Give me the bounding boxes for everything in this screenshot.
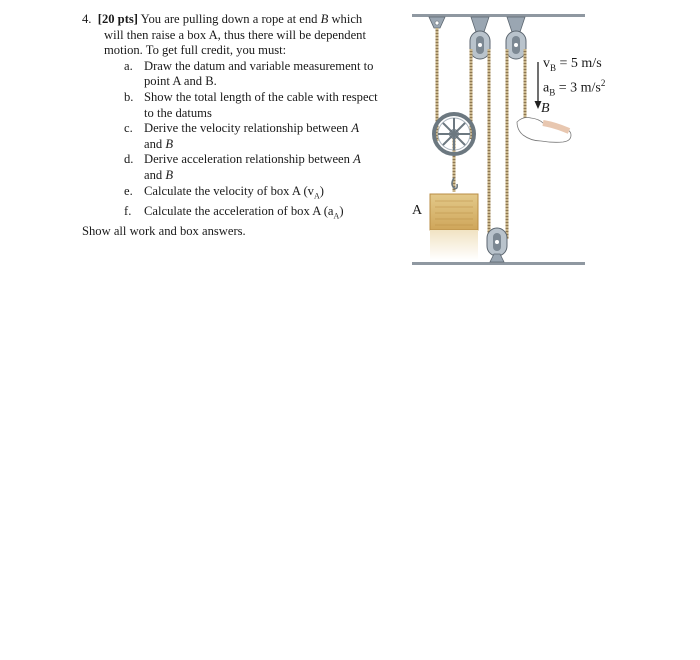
floor-pulley [487, 228, 507, 262]
item-c-and: and [144, 136, 163, 151]
hand-icon [517, 118, 571, 143]
intro-text-pre: You are pulling down a rope at end [140, 12, 318, 26]
box-A-shadow [430, 230, 478, 260]
item-c-label: c. [124, 121, 133, 136]
item-d-and: and [144, 167, 163, 182]
item-f-line-1 [144, 204, 402, 224]
problem-statement [82, 12, 402, 239]
item-a-line-1: Draw the datum and variable measurement to [144, 58, 374, 73]
acceleration-B-sub: B [549, 87, 556, 98]
item-d-line-2 [144, 168, 402, 184]
item-c-var-B: B [165, 136, 174, 151]
label-B [541, 101, 550, 117]
acceleration-B-sup: 2 [600, 78, 606, 88]
item-c-var-A: A [351, 121, 360, 136]
item-a-label: a. [124, 58, 133, 73]
problem-points: [20 pts] [97, 12, 138, 26]
item-d-var-A: A [353, 152, 361, 167]
pulley-system-diagram [405, 6, 640, 274]
item-d-label: d. [124, 152, 134, 167]
item-c-text: Derive the velocity relationship between [144, 121, 349, 136]
item-f-sub: A [333, 211, 340, 221]
item-b-line-1: Show the total length of the cable with respect [144, 89, 378, 104]
item-b-line-2: to the datums [144, 105, 212, 120]
item-e-label: e. [124, 183, 133, 198]
label-B-text: B [541, 101, 550, 116]
velocity-B-value: = 5 m/s [559, 56, 602, 71]
ceiling-bracket-right [507, 17, 525, 32]
item-f-text: Calculate the acceleration of box A (a [144, 203, 334, 218]
item-d-text: Derive acceleration relationship between [144, 152, 350, 167]
movable-wheel-pulley [434, 114, 474, 154]
ceiling-beam [412, 14, 585, 17]
item-e-text: Calculate the velocity of box A (v [144, 183, 314, 198]
velocity-B [543, 56, 602, 76]
fixed-pulley-right [506, 31, 526, 59]
pulley-figure [405, 6, 640, 274]
item-e-sub: A [313, 191, 320, 201]
item-e-close: ) [319, 183, 324, 198]
ceiling-bracket-left [429, 17, 445, 28]
item-f-close: ) [339, 203, 344, 218]
velocity-B-sub: B [550, 62, 557, 73]
floor-beam [412, 262, 585, 265]
acceleration-B [543, 75, 605, 100]
item-e-line-1 [144, 184, 402, 204]
item-d-line-1 [144, 152, 402, 168]
velocity-B-symbol: v [543, 56, 550, 71]
item-e [82, 184, 402, 204]
variable-B: B [320, 12, 329, 26]
acceleration-B-symbol: a [543, 80, 550, 96]
item-c-line-2 [144, 137, 402, 153]
acceleration-B-value: = 3 m/s [558, 80, 601, 96]
closing-instruction: Show all work and box answers. [82, 223, 246, 238]
item-d-var-B: B [165, 167, 174, 182]
item-b-label: b. [124, 89, 134, 104]
problem-intro-line-1 [82, 12, 402, 28]
item-d [82, 152, 402, 183]
item-a-line-2: point A and B. [144, 74, 217, 89]
label-A: A [412, 203, 423, 218]
intro-line-3: motion. To get full credit, you must: [104, 43, 287, 58]
item-c-line-1 [144, 121, 402, 137]
intro-line-2: will then raise a box A, thus there will be dependent [104, 27, 366, 42]
ceiling-bracket-middle [471, 17, 489, 32]
fixed-pulley-middle [470, 31, 490, 59]
item-c [82, 121, 402, 152]
item-b [82, 90, 402, 121]
item-a [82, 59, 402, 90]
box-A [430, 194, 478, 230]
item-f-label: f. [124, 203, 132, 218]
item-f [82, 204, 402, 224]
problem-number: 4. [82, 12, 92, 26]
intro-text-post: which [331, 12, 363, 26]
